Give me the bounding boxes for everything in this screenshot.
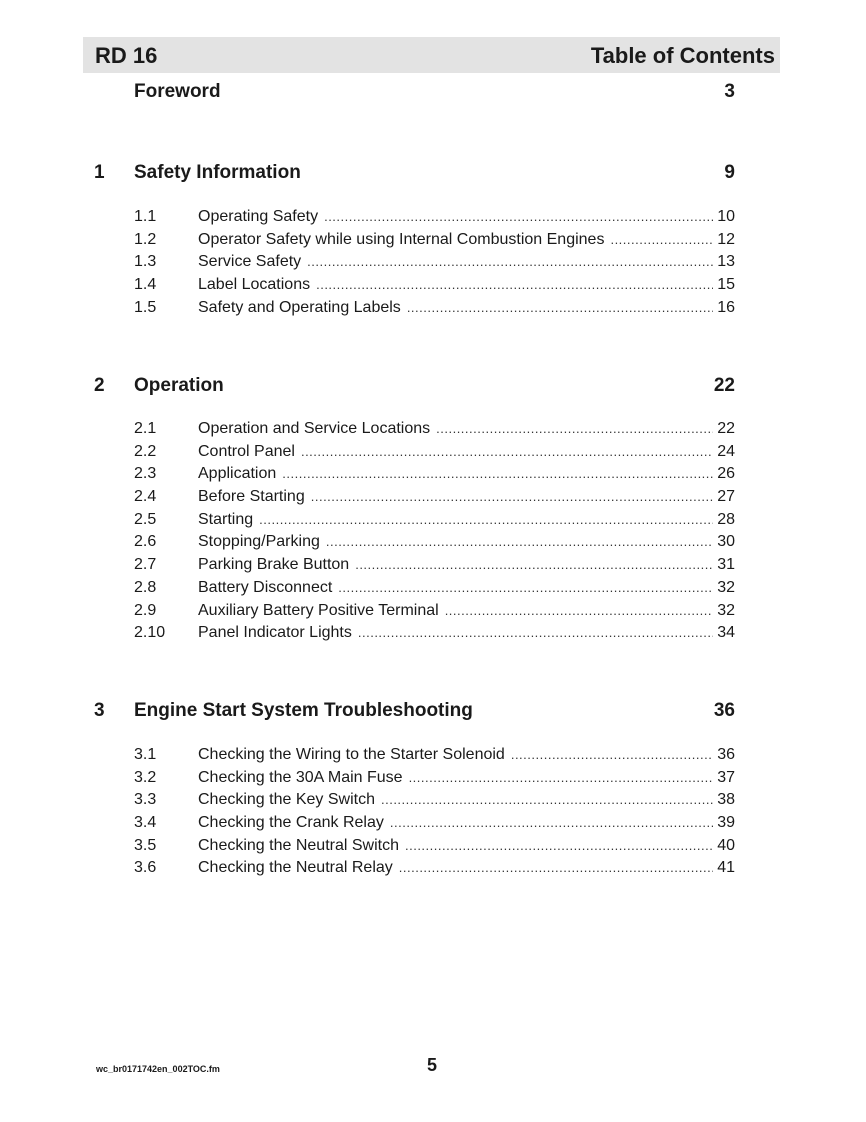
entry-title: Checking the Key Switch [198, 791, 375, 809]
toc-entry-2-7[interactable] [0, 554, 866, 577]
foreword-page: 3 [724, 81, 735, 102]
entry-number: 1.4 [134, 276, 157, 294]
entry-page: 40 [717, 836, 735, 854]
footer-filename: wc_br0171742en_002TOC.fm [96, 1064, 220, 1074]
entry-title: Auxiliary Battery Positive Terminal [198, 601, 439, 619]
entry-page: 39 [717, 814, 735, 832]
entry-number: 1.5 [134, 298, 157, 316]
entry-number: 2.1 [134, 420, 157, 437]
dot-leader [259, 509, 713, 531]
toc-entry-3-1[interactable] [0, 744, 866, 767]
toc-chapter-3-sections [0, 744, 866, 880]
chapter-number: 1 [94, 162, 105, 183]
entry-title: Checking the Crank Relay [198, 814, 384, 832]
entry-page: 22 [717, 420, 735, 437]
toc-entry-1-3[interactable] [0, 251, 866, 274]
dot-leader [316, 274, 713, 296]
foreword-title: Foreword [134, 81, 221, 102]
entry-number: 3.4 [134, 814, 157, 832]
entry-page: 34 [717, 624, 735, 642]
chapter-page: 22 [713, 375, 735, 396]
entry-page: 30 [717, 533, 735, 551]
entry-number: 2.5 [134, 510, 157, 528]
toc-entry-2-9[interactable] [0, 600, 866, 623]
dot-leader [610, 229, 713, 251]
toc-entry-1-2[interactable] [0, 229, 866, 252]
dot-leader [326, 531, 713, 553]
entry-number: 2.2 [134, 442, 157, 460]
entry-title: Stopping/Parking [198, 533, 320, 551]
entry-page: 32 [717, 601, 735, 619]
entry-page: 27 [717, 488, 735, 506]
entry-title: Parking Brake Button [198, 556, 350, 574]
toc-entry-2-6[interactable] [0, 531, 866, 554]
entry-page: 41 [717, 859, 735, 877]
page-header [83, 37, 780, 73]
dot-leader [381, 789, 713, 811]
dot-leader [301, 441, 713, 463]
header-title: Table of Contents [590, 43, 775, 68]
dot-leader [445, 600, 714, 622]
entry-title: Operating Safety [198, 208, 319, 225]
toc-entry-2-3[interactable] [0, 463, 866, 486]
toc-entry-2-10[interactable] [0, 622, 866, 645]
entry-title: Checking the Wiring to the Starter Solenoid [198, 746, 505, 763]
entry-title: Checking the Neutral Relay [198, 859, 393, 877]
chapter-page: 9 [724, 162, 735, 183]
entry-page: 13 [717, 253, 735, 271]
entry-title: Control Panel [198, 442, 295, 460]
toc-entry-3-5[interactable] [0, 835, 866, 858]
toc-entry-1-4[interactable] [0, 274, 866, 297]
dot-leader [324, 206, 713, 228]
toc-entry-2-2[interactable] [0, 441, 866, 464]
toc-entry-2-8[interactable] [0, 577, 866, 600]
toc-entry-3-3[interactable] [0, 789, 866, 812]
entry-page: 15 [717, 276, 735, 294]
entry-number: 2.10 [134, 624, 166, 642]
toc-entry-2-1[interactable] [0, 418, 866, 441]
entry-number: 2.9 [134, 601, 157, 619]
entry-number: 3.3 [134, 791, 157, 809]
dot-leader [511, 744, 713, 766]
toc-chapter-2[interactable] [0, 374, 866, 398]
dot-leader [355, 554, 713, 576]
entry-title: Operation and Service Locations [198, 420, 431, 437]
footer-page-number: 5 [427, 1055, 438, 1075]
entry-number: 2.3 [134, 465, 157, 483]
header-model: RD 16 [95, 43, 158, 68]
entry-number: 3.6 [134, 859, 157, 877]
toc-chapter-1-sections [0, 206, 866, 319]
entry-page: 12 [717, 230, 735, 248]
entry-number: 1.1 [134, 208, 157, 225]
entry-number: 3.1 [134, 746, 157, 763]
entry-page: 24 [717, 442, 735, 460]
entry-title: Checking the Neutral Switch [198, 836, 399, 854]
entry-title: Operator Safety while using Internal Combustion Engines [198, 230, 605, 248]
chapter-number: 3 [94, 700, 105, 721]
dot-leader [390, 812, 713, 834]
dot-leader [436, 418, 713, 440]
toc-chapter-2-sections [0, 418, 866, 645]
toc-entry-1-1[interactable] [0, 206, 866, 229]
entry-page: 32 [717, 578, 735, 596]
entry-page: 10 [717, 208, 735, 225]
entry-page: 26 [717, 465, 735, 483]
toc-chapter-1[interactable] [0, 161, 866, 185]
toc-entry-2-4[interactable] [0, 486, 866, 509]
entry-title: Starting [198, 510, 254, 528]
entry-title: Panel Indicator Lights [198, 624, 352, 642]
entry-page: 16 [717, 298, 735, 316]
entry-number: 2.6 [134, 533, 157, 551]
entry-number: 2.4 [134, 488, 157, 506]
entry-title: Battery Disconnect [198, 578, 333, 596]
dot-leader [405, 835, 713, 857]
dot-leader [311, 486, 713, 508]
chapter-title: Safety Information [134, 162, 301, 183]
chapter-page: 36 [713, 700, 735, 721]
entry-page: 28 [717, 510, 735, 528]
toc-entry-3-4[interactable] [0, 812, 866, 835]
dot-leader [307, 251, 713, 273]
dot-leader [407, 297, 713, 319]
dot-leader [358, 622, 713, 644]
dot-leader [282, 463, 713, 485]
toc-chapter-3[interactable] [0, 699, 866, 723]
entry-page: 36 [717, 746, 735, 763]
toc-entry-3-6[interactable] [0, 857, 866, 880]
dot-leader [409, 767, 714, 789]
entry-title: Label Locations [198, 276, 311, 294]
toc-foreword[interactable] [0, 80, 866, 104]
entry-number: 2.8 [134, 578, 157, 596]
entry-number: 1.3 [134, 253, 157, 271]
chapter-title: Operation [134, 375, 224, 396]
entry-title: Before Starting [198, 488, 305, 506]
chapter-title: Engine Start System Troubleshooting [134, 700, 473, 721]
entry-title: Service Safety [198, 253, 302, 271]
entry-page: 38 [717, 791, 735, 809]
entry-title: Safety and Operating Labels [198, 298, 401, 316]
entry-page: 37 [717, 768, 735, 786]
toc-entry-2-5[interactable] [0, 509, 866, 532]
entry-title: Application [198, 465, 277, 483]
dot-leader [399, 857, 713, 879]
entry-page: 31 [717, 556, 735, 574]
entry-number: 3.5 [134, 836, 157, 854]
entry-title: Checking the 30A Main Fuse [198, 768, 403, 786]
entry-number: 1.2 [134, 230, 157, 248]
dot-leader [338, 577, 713, 599]
toc-entry-1-5[interactable] [0, 297, 866, 320]
chapter-number: 2 [94, 375, 105, 396]
entry-number: 2.7 [134, 556, 157, 574]
entry-number: 3.2 [134, 768, 157, 786]
toc-entry-3-2[interactable] [0, 767, 866, 790]
